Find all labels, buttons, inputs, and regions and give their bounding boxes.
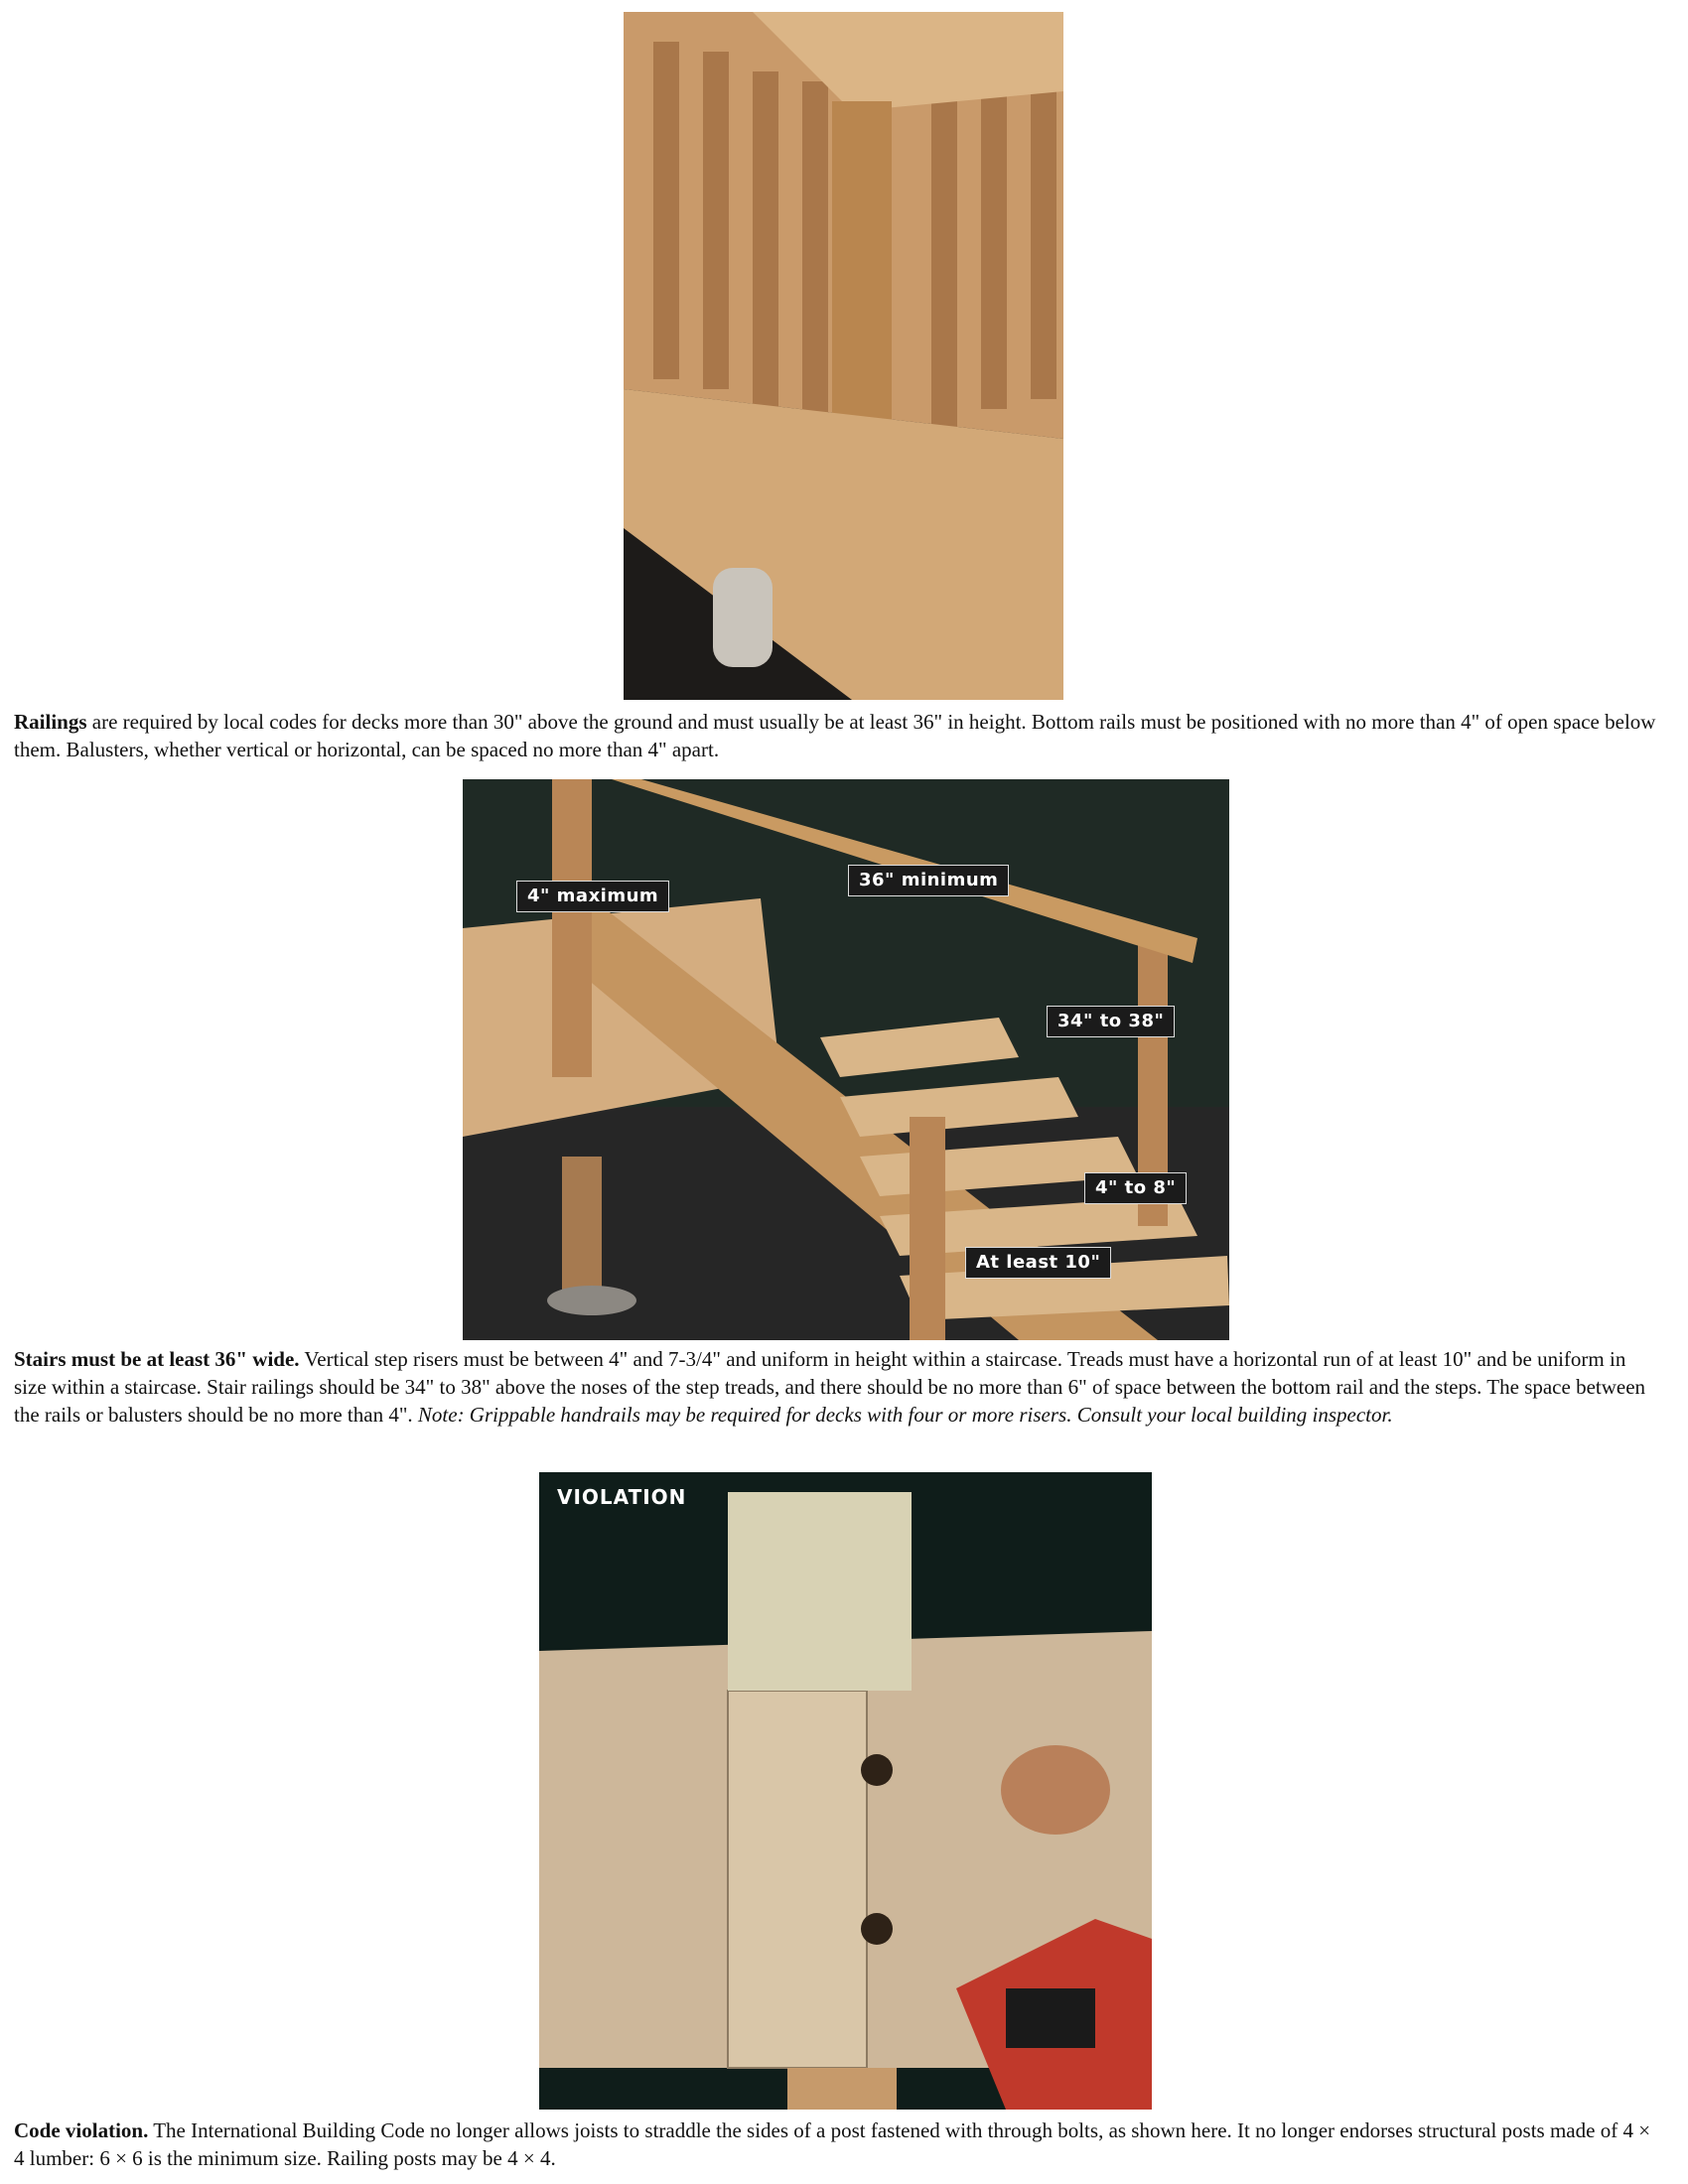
label-4-maximum: 4" maximum — [516, 881, 669, 912]
stairs-photo — [463, 779, 1229, 1340]
label-34-to-38: 34" to 38" — [1047, 1006, 1175, 1037]
violation-photo — [539, 1472, 1152, 2110]
violation-caption — [14, 2116, 1662, 2172]
stairs-caption — [14, 1345, 1662, 1429]
label-36-minimum: 36" minimum — [848, 865, 1009, 896]
post-joist-violation-photo-icon — [539, 1472, 1152, 2110]
caption-lead: Railings — [14, 710, 87, 734]
railing-caption — [14, 708, 1662, 763]
caption-lead: Stairs must be at least 36" wide. — [14, 1347, 300, 1371]
caption-note: Note: Grippable handrails may be required for decks with four or more risers. Consult your local building inspector. — [417, 1403, 1393, 1427]
railing-photo — [624, 12, 1063, 700]
caption-text: are required by local codes for decks more than 30" above the ground and must usually be at least 36" in height. Bottom rails must be positioned with no more than 4" of open space below them. Balusters, whether vertical or horizontal, can be spaced no more than 4" apart. — [14, 710, 1656, 761]
label-4-to-8: 4" to 8" — [1084, 1172, 1187, 1204]
deck-railing-photo-icon — [624, 12, 1063, 700]
caption-lead: Code violation. — [14, 2118, 149, 2142]
deck-stairs-photo-icon — [463, 779, 1229, 1340]
caption-text: Vertical step risers must be between 4" and 7-3/4" and uniform in height within a staircase. Treads must have a horizontal run of at least 10" and be uniform in size within a staircase. Stair railings should be 34" to 38" above the noses of the step treads, and there should be no more than 6" of space between the bottom rail and the steps. The space between the rails or balusters should be no more than 4". — [14, 1347, 1646, 1427]
label-violation: VIOLATION — [557, 1485, 687, 1509]
caption-text: The International Building Code no longer allows joists to straddle the sides of a post fastened with through bolts, as shown here. It no longer endorses structural posts made of 4 × 4 lumber: 6 × 6 is the minimum size. Railing posts may be 4 × 4. — [14, 2118, 1651, 2170]
label-at-least-10: At least 10" — [965, 1247, 1111, 1279]
